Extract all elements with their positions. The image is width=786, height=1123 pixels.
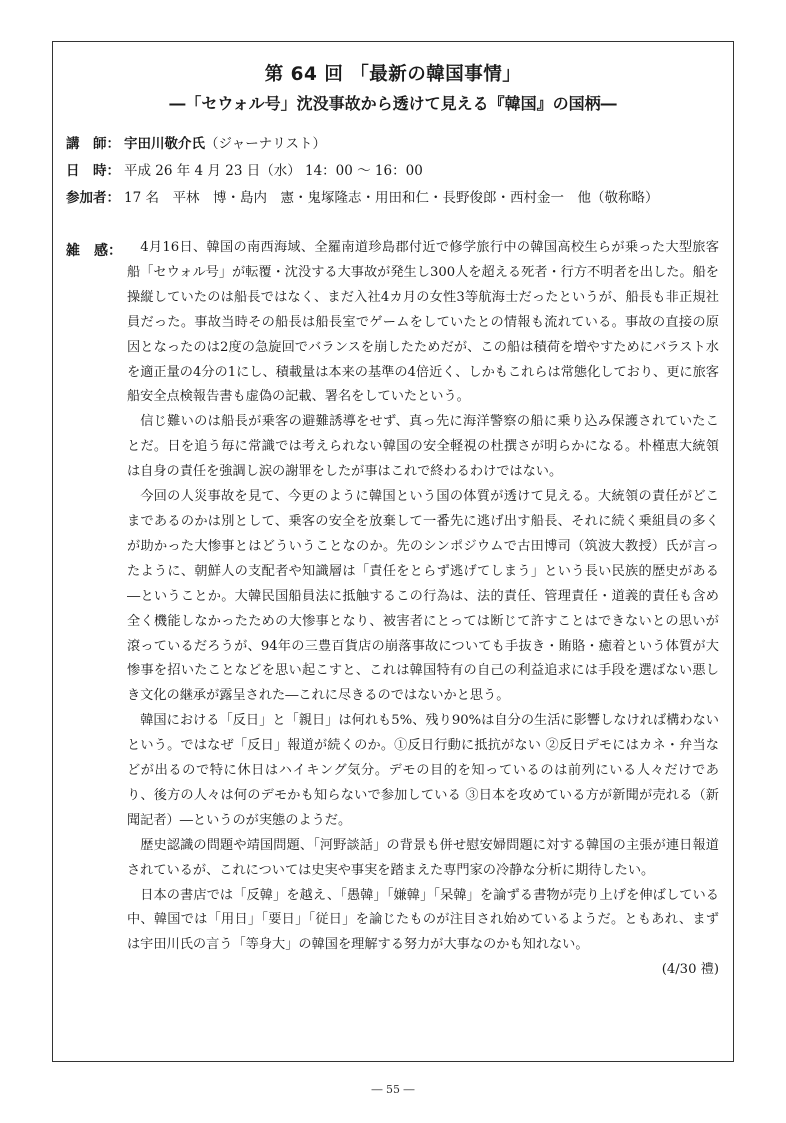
date-label: 日 時： [66, 163, 120, 179]
paragraph: 韓国における「反日」と「親日」は何れも5%、残り90%は自分の生活に影響しなければ構わないという。ではなぜ「反日」報道が続くのか。①反日行動に抵抗がない ②反日デモにはカネ・弁当などが出るので特に休日はハイキング気分。デモの目的を知っているのは前列にいる人々だけであり、後方の人々は何のデモかも知らないで参加している ③日本を攻めている方が新聞が売れる（新聞記者）―というのが実態のようだ。 [127, 713, 719, 828]
participants-value: 17 名 平林 博・島内 憲・鬼塚隆志・用田和仁・長野俊郎・西村金一 他（敬称略） [124, 190, 659, 206]
participants-row [66, 189, 726, 207]
lecturer-row [66, 135, 726, 153]
remarks-body [127, 236, 719, 983]
paragraph: 信じ難いのは船長が乗客の避難誘導をせず、真っ先に海洋警察の船に乗り込み保護されていたことだ。日を追う毎に常識では考えられない韓国の安全軽視の杜撰さが明らかになる。朴槿恵大統領は自身の責任を強調し涙の謝罪をしたが事はこれで終わるわけではない。 [127, 414, 719, 480]
lecturer-name: 宇田川敬介氏 [124, 136, 205, 152]
remarks-label: 雑 感： [66, 243, 122, 259]
paragraph: 今回の人災事故を見て、今更のように韓国という国の体質が透けて見える。大統領の責任がどこまであるのかは別として、乗客の安全を放棄して一番先に逃げ出す船長、それに続く乗組員の多くが助かった大惨事とはどういうことなのか。先のシンポジウムで古田博司（筑波大教授）氏が言ったように、朝鮮人の支配者や知識層は「責任をとらず逃げてしまう」という長い民族的歴史がある―ということか。大韓民国船員法に抵触するこの行為は、法的責任、管理責任・道義的責任も含め全く機能しなかったための大惨事となり、被害者にとっては断じて許すことはできないとの思いが滾っているだろうが、94年の三豊百貨店の崩落事故についても手抜き・賄賂・癒着という体質が大惨事を招いたことなどを思い起こすと、これは韓国特有の自己の利益追求には手段を選ばない悪しき文化の継承が露呈された―これに尽きるのではないかと思う。 [127, 489, 719, 704]
paragraph: 4月16日、韓国の南西海域、全羅南道珍島郡付近で修学旅行中の韓国高校生らが乗った大型旅客船「セウォル号」が転覆・沈没する大事故が発生し300人を超える死者・行方不明者を出した。船を操縦していたのは船長ではなく、まだ入社4カ月の女性3等航海士だったというが、船長も非正規社員だった。事故当時その船長は船長室でゲームをしていたとの情報も流れている。事故の直接の原因となったのは2度の急旋回でバランスを崩したためだが、この船は積荷を増やすためにバラスト水を適正量の4分の1にし、積載量は本来の基準の4倍近く、しかもこれらは常態化しており、更に旅客船安全点検報告書も虚偽の記載、署名をしていたという。 [127, 240, 719, 405]
page-number: ― 55 ― [371, 1083, 415, 1096]
page-subtitle: ―「セウォル号」沈没事故から透けて見える『韓国』の国柄― [169, 94, 617, 113]
lecturer-role: （ジャーナリスト） [205, 136, 326, 152]
signature: (4/30 禮) [661, 962, 719, 978]
page-title: 第 64 回 「最新の韓国事情」 [264, 64, 522, 85]
participants-label: 参加者： [66, 190, 120, 206]
paragraph: 日本の書店では「反韓」を越え、「愚韓」「嫌韓」「呆韓」を論ずる書物が売り上げを伸ばしている中、韓国では「用日」「要日」「従日」を論じたものが注目され始めているようだ。ともあれ、まずは宇田川氏の言う「等身大」の韓国を理解する努力が大事なのかも知れない。 [127, 887, 719, 953]
date-row [66, 162, 726, 180]
date-value: 平成 26 年 4 月 23 日（水） 14：00 〜 16：00 [124, 163, 423, 179]
paragraph: 歴史認識の問題や靖国問題、「河野談話」の背景も併せ慰安婦問題に対する韓国の主張が連日報道されているが、これについては史実や事実を踏まえた専門家の冷静な分析に期待したい。 [127, 837, 719, 878]
lecturer-label: 講 師： [66, 136, 120, 152]
